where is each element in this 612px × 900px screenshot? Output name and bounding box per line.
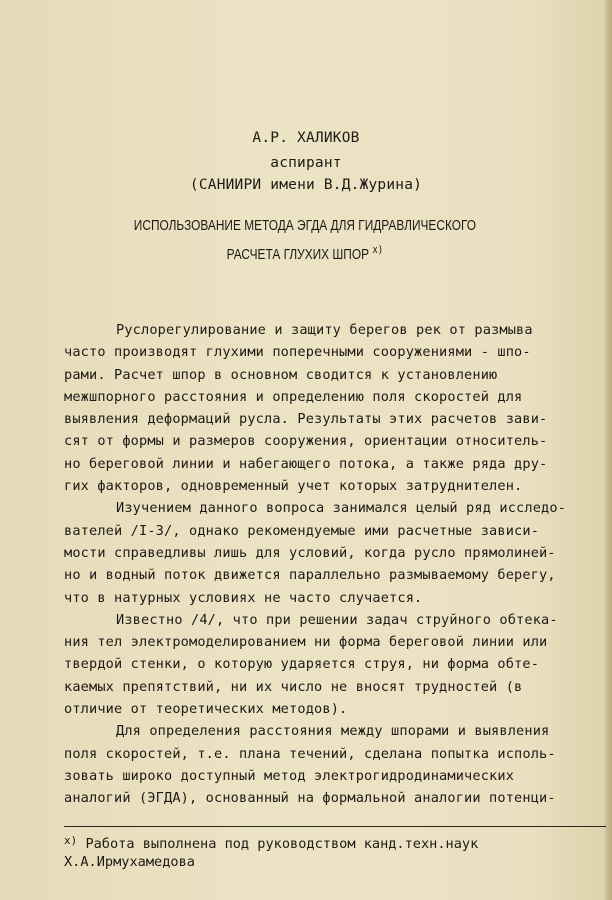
body-line: мости справедливы лишь для условий, когда русло прямолиней- <box>64 544 556 561</box>
footnote-line-2: Х.А.Ирмухамедова <box>64 854 195 870</box>
footnote-line-1: Работа выполнена под руководством канд.техн.наук <box>85 836 479 852</box>
body-line: часто производят глухими поперечными сооружениями - шпо- <box>64 344 531 361</box>
body-line: твердой стенки, о которую ударяется струя, ни форма обте- <box>64 656 540 673</box>
title-line-2 <box>54 240 556 265</box>
body-line: но и водный поток движется параллельно размываемому берегу, <box>64 567 556 584</box>
footnote <box>64 832 604 871</box>
author-position: аспирант <box>270 155 342 171</box>
body-line: Для определения расстояния между шпорами и выявления <box>116 723 550 740</box>
body-line: что в натурных условиях не часто случается. <box>64 589 423 606</box>
body-line: но береговой линии и набегающего потока, а также ряда дру- <box>64 455 548 472</box>
body-line: ния тел электромоделированием ни форма береговой линии или <box>64 634 548 651</box>
author-affiliation: (САНИИРИ имени В.Д.Журина) <box>189 177 423 193</box>
body-line: Изучением данного вопроса занимался целый ряд исследо- <box>116 500 567 517</box>
title-line-2-text: РАСЧЕТА ГЛУХИХ ШПОР <box>226 247 370 263</box>
body-line: поля скоростей, т.е. плана течений, сделана попытка исполь- <box>64 745 556 762</box>
body-line: отличие от теоретических методов). <box>64 701 348 718</box>
body-line: выявления деформаций русла. Результаты этих расчетов зави- <box>64 411 548 428</box>
footnote-mark: х) <box>64 834 78 847</box>
body-text <box>64 319 604 810</box>
body-line: зовать широко доступный метод электрогидродинамических <box>64 767 515 784</box>
body-line: рами. Расчет шпор в основном сводится к установлению <box>64 366 498 383</box>
body-line: каемых препятствий, ни их число не вносят трудностей (в <box>64 678 523 695</box>
body-line: Руслорегулирование и защиту берегов рек от размыва <box>116 322 533 338</box>
body-line: Известно /4/, что при решении задач струйного обтека- <box>116 611 558 628</box>
author-name: А.Р. ХАЛИКОВ <box>252 130 360 146</box>
body-line: аналогий (ЭГДА), основанный на формальной аналогии потенци- <box>64 790 556 807</box>
footnote-divider <box>64 826 606 827</box>
body-line: сят от формы и размеров сооружения, ориентации относитель- <box>64 433 548 450</box>
body-line: гих факторов, одновременный учет которых затруднителен. <box>64 478 523 495</box>
title-note-mark: х) <box>372 243 384 256</box>
title-line-1: ИСПОЛЬЗОВАНИЕ МЕТОДА ЭГДА ДЛЯ ГИДРАВЛИЧЕСКОГО <box>133 218 477 234</box>
body-line: межшпорного расстояния и определению поля скоростей для <box>64 388 523 405</box>
body-line: вателей /I-3/, однако рекомендуемые ими расчетные зависи- <box>64 522 540 539</box>
